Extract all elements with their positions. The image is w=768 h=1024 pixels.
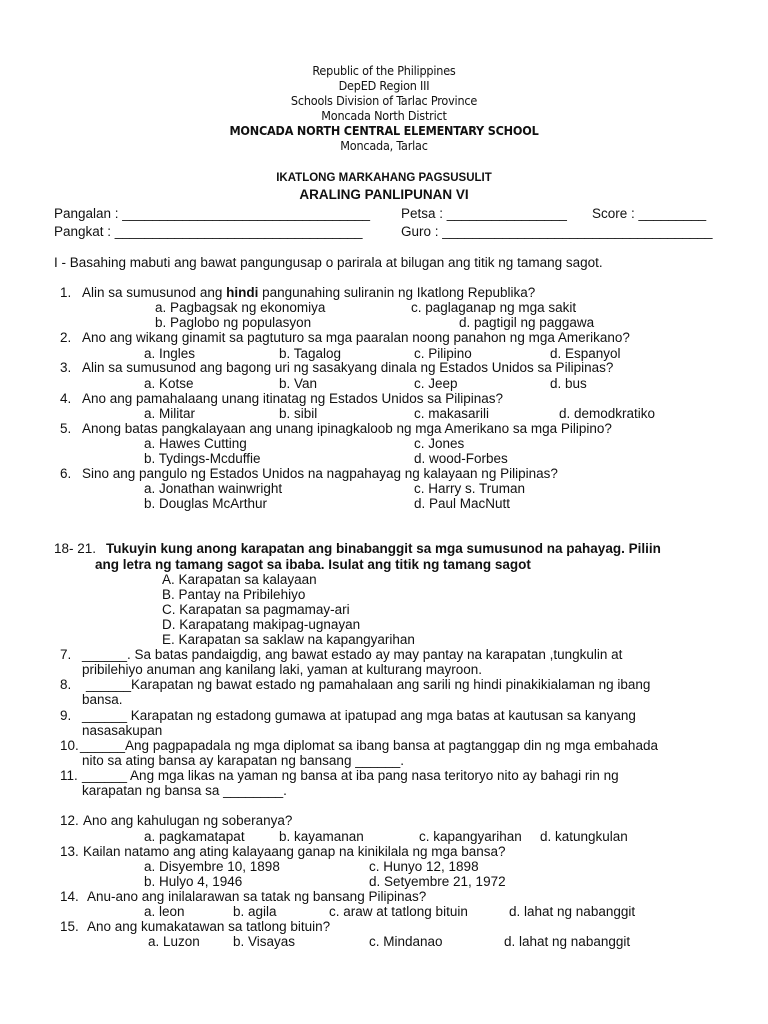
q1-option-c[interactable]: c. paglaganap ng mga sakit	[411, 300, 577, 315]
q4-option-d[interactable]: d. demodkratiko	[559, 406, 656, 421]
field-pangkat[interactable]: Pangkat : _________________________________	[54, 224, 363, 239]
exam-title: IKATLONG MARKAHANG PAGSUSULIT	[276, 172, 492, 184]
item10-line2: nito sa ating bansa ay karapatan ng bansang ______.	[82, 753, 405, 768]
q15-option-b[interactable]: b. Visayas	[233, 934, 296, 949]
field-petsa[interactable]: Petsa : ________________	[401, 206, 567, 221]
q13-option-b[interactable]: b. Hulyo 4, 1946	[144, 874, 243, 889]
choice-c: C. Karapatan sa pagmamay-ari	[162, 602, 350, 617]
q1-option-a[interactable]: a. Pagbagsak ng ekonomiya	[155, 300, 326, 315]
q3-option-c[interactable]: c. Jeep	[414, 376, 458, 391]
item9-line1[interactable]: ______ Karapatan ng estadong gumawa at ipatupad ang mga batas at kautusan sa kanyang	[82, 708, 636, 723]
school-town: Moncada, Tarlac	[340, 138, 428, 153]
q12-option-c[interactable]: c. kapangyarihan	[419, 829, 522, 844]
q13-number: 13.	[60, 844, 79, 859]
item10-number: 10.	[60, 738, 79, 753]
q3-question: Alin sa sumusunod ang bagong uri ng sasakyang dinala ng Estados Unidos sa Pilipinas?	[82, 360, 614, 375]
q1-number: 1.	[60, 285, 72, 300]
q5-option-d[interactable]: d. wood-Forbes	[414, 451, 508, 466]
q2-option-b[interactable]: b. Tagalog	[279, 346, 342, 361]
item7-line1[interactable]: ______. Sa batas pandaigdig, ang bawat estado ay may pantay na karapatan ,tungkulin at	[82, 647, 623, 662]
field-score[interactable]: Score : _________	[592, 206, 707, 221]
q12-option-a[interactable]: a. pagkamatapat	[144, 829, 245, 844]
q2-option-d[interactable]: d. Espanyol	[550, 346, 621, 361]
q14-number: 14.	[60, 889, 79, 904]
q3-option-b[interactable]: b. Van	[279, 376, 318, 391]
q13-option-c[interactable]: c. Hunyo 12, 1898	[369, 859, 479, 874]
q4-number: 4.	[60, 391, 72, 406]
q5-option-b[interactable]: b. Tydings-Mcduffie	[144, 451, 261, 466]
item11-line1[interactable]: ______ Ang mga likas na yaman ng bansa at iba pang nasa teritoryo nito ay bahagi rin ng	[82, 768, 619, 783]
q2-option-a[interactable]: a. Ingles	[144, 346, 196, 361]
q4-question: Ano ang pamahalaang unang itinatag ng Estados Unidos sa Pilipinas?	[82, 391, 504, 406]
q4-option-a[interactable]: a. Militar	[144, 406, 196, 421]
item7-number: 7.	[60, 647, 72, 662]
q5-question: Anong batas pangkalayaan ang unang ipinagkaloob ng mga Amerikano sa mga Pilipino?	[82, 421, 612, 436]
q15-option-c[interactable]: c. Mindanao	[369, 934, 443, 949]
section2-heading-line1: Tukuyin kung anong karapatan ang binabanggit sa mga sumusunod na pahayag. Piliin	[106, 541, 661, 556]
item8-line2: bansa.	[82, 692, 123, 707]
q14-option-a[interactable]: a. leon	[144, 904, 185, 919]
q12-option-b[interactable]: b. kayamanan	[279, 829, 364, 844]
q12-number: 12.	[60, 813, 79, 828]
q3-option-d[interactable]: d. bus	[550, 376, 587, 391]
q15-question: Ano ang kumakatawan sa tatlong bituin?	[87, 919, 331, 934]
header-republic: Republic of the Philippines	[312, 63, 456, 78]
q15-option-d[interactable]: d. lahat ng nabanggit	[504, 934, 631, 949]
q12-question: Ano ang kahulugan ng soberanya?	[83, 813, 293, 828]
q15-number: 15.	[60, 919, 79, 934]
section1-instruction: I - Basahing mabuti ang bawat pangungusap o parirala at bilugan ang titik ng tamang sagot.	[54, 255, 603, 270]
choice-d: D. Karapatang makipag-ugnayan	[162, 617, 361, 632]
q13-question: Kailan natamo ang ating kalayaang ganap na kinikilala ng mga bansa?	[83, 844, 506, 859]
choice-a: A. Karapatan sa kalayaan	[162, 572, 317, 587]
q15-option-a[interactable]: a. Luzon	[148, 934, 200, 949]
q2-question: Ano ang wikang ginamit sa pagtuturo sa mga paaralan noong panahon ng mga Amerikano?	[82, 330, 630, 345]
header-region: DepED Region III	[338, 78, 430, 93]
item11-number: 11.	[60, 768, 78, 783]
q6-option-b[interactable]: b. Douglas McArthur	[144, 496, 268, 511]
q6-option-d[interactable]: d. Paul MacNutt	[414, 496, 511, 511]
header-district: Moncada North District	[321, 108, 447, 123]
item9-line2: nasasakupan	[82, 723, 163, 738]
q14-option-c[interactable]: c. araw at tatlong bituin	[329, 904, 468, 919]
item11-line2: karapatan ng bansa sa ________.	[82, 783, 287, 798]
q12-option-d[interactable]: d. katungkulan	[540, 829, 628, 844]
q2-number: 2.	[60, 330, 72, 345]
item10-line1[interactable]: ______Ang pagpapadala ng mga diplomat sa ibang bansa at pagtanggap din ng mga embahada	[80, 738, 658, 753]
q14-option-d[interactable]: d. lahat ng nabanggit	[509, 904, 636, 919]
q13-option-d[interactable]: d. Setyembre 21, 1972	[369, 874, 506, 889]
item9-number: 9.	[60, 708, 72, 723]
q3-option-a[interactable]: a. Kotse	[144, 376, 194, 391]
q14-question: Anu-ano ang inilalarawan sa tatak ng bansang Pilipinas?	[87, 889, 427, 904]
q1-option-b[interactable]: b. Paglobo ng populasyon	[155, 315, 312, 330]
field-guro[interactable]: Guro : ____________________________________	[401, 224, 713, 239]
header-division: Schools Division of Tarlac Province	[290, 93, 478, 108]
q13-option-a[interactable]: a. Disyembre 10, 1898	[144, 859, 280, 874]
item7-line2: pribilehiyo anuman ang kanilang laki, yaman at kulturang mayroon.	[82, 662, 482, 677]
q6-question: Sino ang pangulo ng Estados Unidos na nagpahayag ng kalayaan ng Pilipinas?	[82, 466, 558, 481]
q2-option-c[interactable]: c. Pilipino	[414, 346, 472, 361]
item8-number: 8.	[60, 677, 72, 692]
q6-number: 6.	[60, 466, 72, 481]
section2-number: 18- 21.	[54, 541, 97, 556]
item8-line1[interactable]: ______Karapatan ng bawat estado ng pamahalaan ang sarili ng hindi pinakikialaman ng ibang	[86, 677, 651, 692]
q1-option-d[interactable]: d. pagtigil ng paggawa	[459, 315, 595, 330]
q5-number: 5.	[60, 421, 72, 436]
choice-b: B. Pantay na Pribilehiyo	[162, 587, 306, 602]
subject-title: ARALING PANLIPUNAN VI	[299, 187, 469, 202]
field-pangalan[interactable]: Pangalan : _________________________________	[54, 206, 371, 221]
q4-option-c[interactable]: c. makasarili	[414, 406, 490, 421]
school-name: MONCADA NORTH CENTRAL ELEMENTARY SCHOOL	[229, 123, 539, 138]
q3-number: 3.	[60, 360, 72, 375]
q6-option-a[interactable]: a. Jonathan wainwright	[144, 481, 283, 496]
q6-option-c[interactable]: c. Harry s. Truman	[414, 481, 526, 496]
q1-question: Alin sa sumusunod ang hindi pangunahing suliranin ng Ikatlong Republika?	[82, 285, 536, 300]
q5-option-c[interactable]: c. Jones	[414, 436, 465, 451]
section2-heading-line2: ang letra ng tamang sagot sa ibaba. Isulat ang titik ng tamang sagot	[95, 557, 531, 572]
q5-option-a[interactable]: a. Hawes Cutting	[144, 436, 247, 451]
q4-option-b[interactable]: b. sibil	[279, 406, 318, 421]
q14-option-b[interactable]: b. agila	[233, 904, 277, 919]
choice-e: E. Karapatan sa saklaw na kapangyarihan	[162, 632, 415, 647]
